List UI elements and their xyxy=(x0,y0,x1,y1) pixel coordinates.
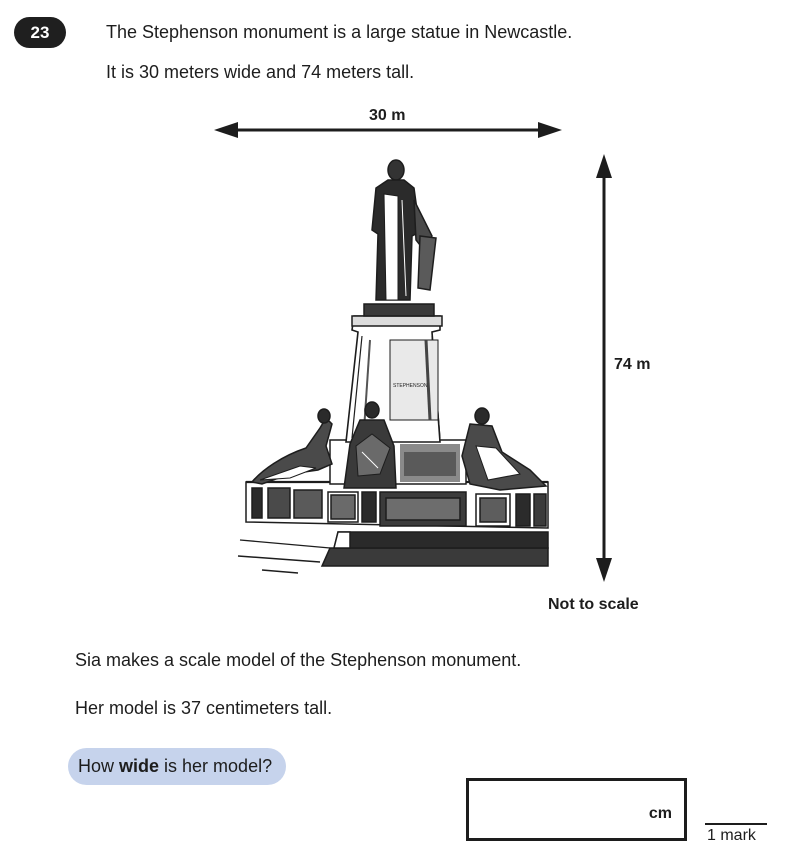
plinth-inscription: STEPHENSON xyxy=(393,383,428,389)
not-to-scale-note: Not to scale xyxy=(548,596,639,613)
prompt-emphasis: wide xyxy=(119,756,160,776)
height-label: 74 m xyxy=(614,356,651,373)
mark-divider xyxy=(705,823,767,825)
stephenson-monument-illustration xyxy=(238,160,548,573)
body-line-2: Her model is 37 centimeters tall. xyxy=(75,698,333,718)
question-prompt xyxy=(68,748,286,785)
answer-unit: cm xyxy=(648,805,672,822)
body-line-1: Sia makes a scale model of the Stephenson monument. xyxy=(75,650,522,670)
prompt-before: How xyxy=(78,756,120,776)
intro-line-1: The Stephenson monument is a large statue in Newcastle. xyxy=(106,22,573,42)
intro-line-2: It is 30 meters wide and 74 meters tall. xyxy=(106,62,415,82)
width-dimension-arrow xyxy=(214,122,562,138)
answer-box[interactable] xyxy=(466,778,687,841)
height-dimension-arrow xyxy=(596,154,612,582)
prompt-after: is her model? xyxy=(159,756,273,776)
question-number-badge: 23 xyxy=(14,17,66,48)
width-label: 30 m xyxy=(369,107,406,124)
mark-allocation: 1 mark xyxy=(707,827,756,844)
